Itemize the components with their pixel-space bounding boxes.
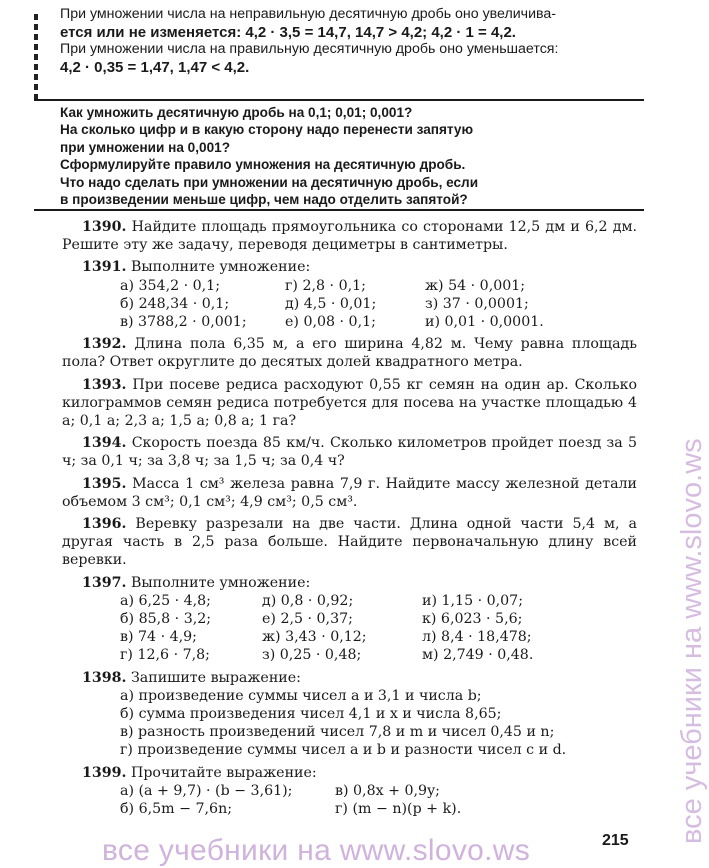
rule-line-3: При умножении числа на правильную десятичную дробь оно уменьшается: (60, 41, 559, 58)
exercise-1399 (62, 764, 637, 819)
bottom-watermark: все учебники на www.slovo.ws (102, 834, 531, 867)
exercise-1392 (62, 335, 637, 371)
exercise-item: б) 6,5m − 7,6n; (120, 801, 232, 818)
exercise-text: Запишите выражение: (130, 669, 301, 686)
question-line: Что надо сделать при умножении на десятичную дробь, если (60, 174, 479, 190)
exercise-item: б) 248,34 · 0,1; (120, 295, 230, 312)
exercise-items (120, 687, 637, 760)
divider-bottom (34, 209, 644, 211)
exercise-number: 1396. (82, 516, 127, 533)
rule-box (60, 6, 645, 76)
exercise-item: а) произведение суммы чисел a и 3,1 и числа b; (120, 687, 482, 704)
question-line: Сформулируйте правило умножения на десятичную дробь. (60, 157, 466, 173)
exercise-text: Выполните умножение: (130, 574, 311, 591)
exercise-number: 1399. (82, 764, 127, 781)
exercise-items (120, 782, 637, 818)
exercise-number: 1390. (82, 219, 127, 235)
divider-top (34, 99, 644, 101)
exercise-item: д) 0,8 · 0,92; (262, 592, 354, 609)
exercise-text: Прочитайте выражение: (130, 764, 317, 781)
exercise-1397 (62, 574, 637, 665)
exercise-number: 1393. (82, 376, 127, 393)
side-watermark-area (640, 64, 708, 844)
exercise-item: а) 6,25 · 4,8; (120, 592, 211, 609)
exercise-1394 (62, 434, 637, 470)
exercise-number: 1397. (82, 574, 127, 591)
exercise-item: а) (a + 9,7) · (b − 3,61); (120, 782, 293, 799)
exercise-item: е) 2,5 · 0,37; (262, 611, 353, 628)
question-line: при умножении на 0,001? (60, 139, 231, 155)
exercise-item: в) 3788,2 · 0,001; (120, 314, 247, 331)
exercise-item: б) 85,8 · 3,2; (120, 611, 212, 628)
exercise-item: ж) 54 · 0,001; (425, 277, 526, 294)
exercise-1398 (62, 669, 637, 760)
side-watermark: все учебники на www.slovo.ws (676, 438, 708, 844)
exercise-1396 (62, 515, 637, 570)
exercise-item: г) произведение суммы чисел a и b и разности чисел c и d. (120, 742, 567, 759)
exercise-text: При посеве редиса расходуют 0,55 кг семян на один ар. Сколько килограммов семян редиса потребуется для посева на участке площадью 4 а; 0,1 а; 2,3 а; 1,5 а; 0,8 а; 1 га? (62, 376, 637, 430)
exercise-text: Веревку разрезали на две части. Длина одной части 5,4 м, а другая часть в 2,5 раза больше. Найдите первоначальную длину всей веревки. (62, 516, 637, 569)
exercise-item: б) сумма произведения чисел 4,1 и x и числа 8,65; (120, 706, 502, 723)
exercise-item: в) 74 · 4,9; (120, 629, 197, 646)
exercise-1393 (62, 376, 637, 431)
exercise-item: з) 37 · 0,0001; (425, 295, 529, 312)
exercise-item: г) 12,6 · 7,8; (120, 647, 210, 664)
exercise-item: м) 2,749 · 0,48. (422, 647, 534, 664)
exercise-item: а) 354,2 · 0,1; (120, 277, 220, 294)
exercise-item: к) 6,023 · 5,6; (422, 611, 523, 628)
exercise-1390 (62, 218, 637, 254)
exercise-item: г) (m − n)(p + k). (335, 801, 462, 818)
exercise-text: Выполните умножение: (130, 259, 311, 276)
exercise-text: Длина пола 6,35 м, а его ширина 4,82 м. Чему равна площадь пола? Ответ округлите до десятых долей квадратного метра. (62, 336, 637, 371)
exercise-item: л) 8,4 · 18,478; (422, 629, 532, 646)
exercise-item: д) 4,5 · 0,01; (285, 295, 377, 312)
exercise-item: и) 1,15 · 0,07; (422, 592, 523, 609)
question-line: Как умножить десятичную дробь на 0,1; 0,01; 0,001? (60, 105, 413, 120)
exercise-1395 (62, 475, 637, 511)
exercise-item: в) разность произведений чисел 7,8 и m и чисел 0,45 и n; (120, 724, 555, 741)
exercise-number: 1395. (82, 475, 127, 492)
exercise-number: 1391. (82, 259, 127, 276)
exercise-item: з) 0,25 · 0,48; (262, 647, 362, 664)
exercise-number: 1392. (82, 336, 127, 353)
exercise-list (62, 218, 637, 822)
exercise-text: Найдите площадь прямоугольника со сторонами 12,5 дм и 6,2 дм. Решите эту же задачу, переводя дециметры в сантиметры. (62, 219, 637, 254)
exercise-item: е) 0,08 · 0,1; (285, 314, 376, 331)
exercise-text: Масса 1 см³ железа равна 7,9 г. Найдите массу железной детали объемом 3 см³; 0,1 см³; 4,9 см³; 0,5 см³. (62, 475, 637, 510)
rule-line-2: ется или не изменяется: 4,2 · 3,5 = 14,7, 14,7 > 4,2; 4,2 · 1 = 4,2. (60, 23, 516, 41)
exercise-item: ж) 3,43 · 0,12; (262, 629, 367, 646)
exercise-items (120, 592, 637, 665)
rule-line-4: 4,2 · 0,35 = 1,47, 1,47 < 4,2. (60, 58, 250, 76)
exercise-1391 (62, 258, 637, 331)
question-line: На сколько цифр и в какую сторону надо перенести запятую (60, 122, 474, 138)
exercise-item: и) 0,01 · 0,0001. (425, 314, 544, 331)
rule-margin-marker (34, 14, 38, 100)
question-line: в произведении меньше цифр, чем надо отделить запятой? (60, 192, 468, 208)
review-questions (60, 104, 645, 208)
exercise-item: в) 0,8x + 0,9y; (335, 782, 440, 799)
exercise-item: г) 2,8 · 0,1; (285, 277, 366, 294)
exercise-items (120, 277, 637, 332)
exercise-number: 1398. (82, 669, 127, 686)
rule-line-1: При умножении числа на неправильную десятичную дробь оно увеличива- (60, 6, 556, 22)
exercise-text: Скорость поезда 85 км/ч. Сколько километров пройдет поезд за 5 ч; за 0,1 ч; за 3,8 ч; за 1,5 ч; за 0,4 ч? (62, 435, 637, 470)
exercise-number: 1394. (82, 435, 127, 452)
page-number: 215 (602, 832, 629, 849)
